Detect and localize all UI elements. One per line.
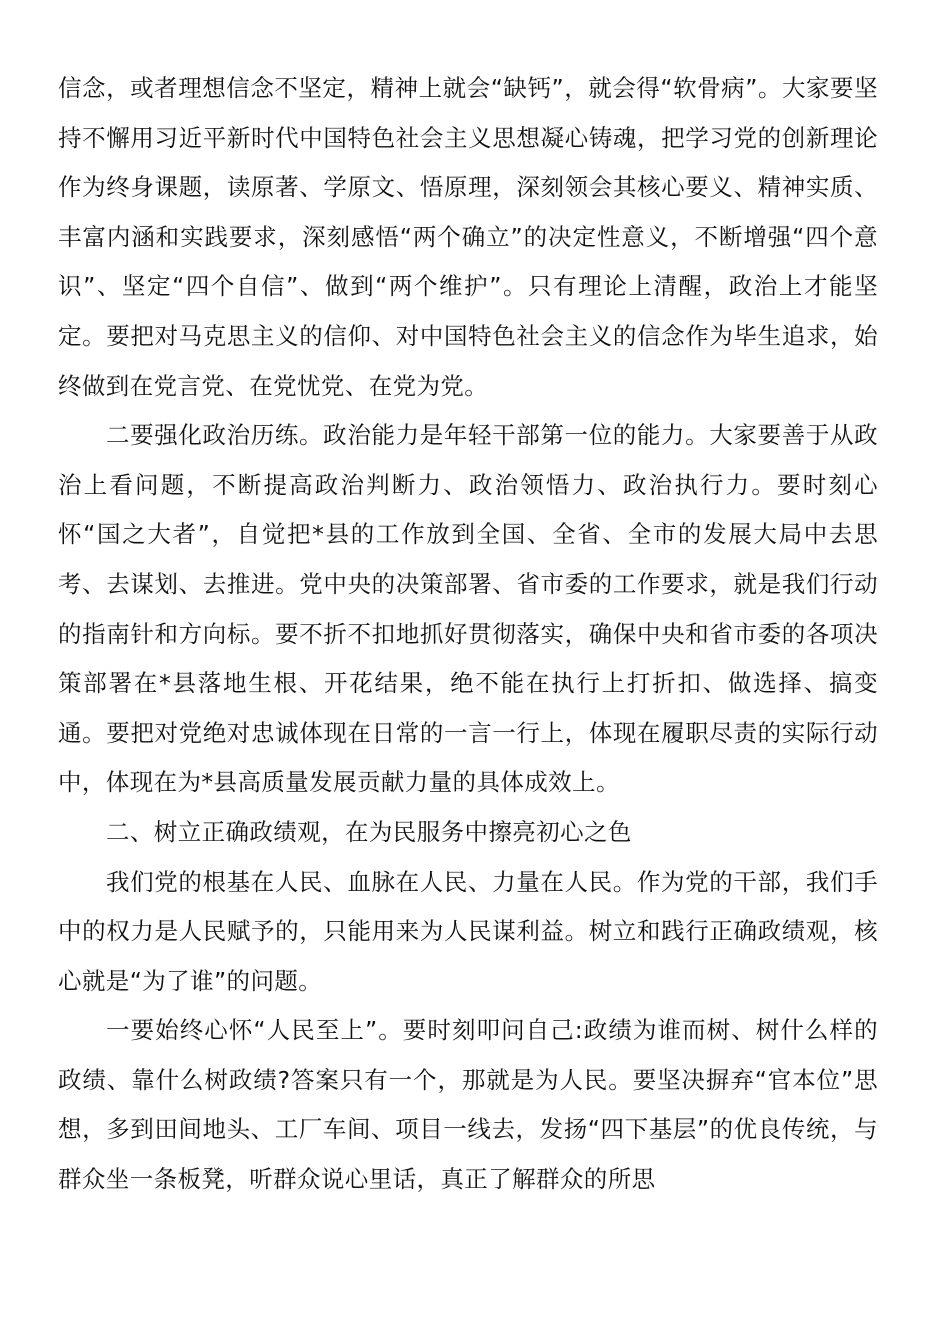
paragraph-theory-faith: 信念，或者理想信念不坚定，精神上就会“缺钙”，就会得“软骨病”。大家要坚持不懈用习近平新时代中国特色社会主义思想凝心铸魂，把学习党的创新理论作为终身课题，读原著、学原文、悟原理，深刻领会其核心要义、精神实质、丰富内涵和实践要求，深刻感悟“两个确立”的决定性意义，不断增强“四个意识”、坚定“四个自信”、做到“两个维护”。只有理论上清醒，政治上才能坚定。要把对马克思主义的信仰、对中国特色社会主义的信念作为毕生追求，始终做到在党言党、在党忧党、在党为党。: [58, 74, 878, 400]
paragraph-political-training: 二要强化政治历练。政治能力是年轻干部第一位的能力。大家要善于从政治上看问题，不断提高政治判断力、政治领悟力、政治执行力。要时刻心怀“国之大者”，自觉把*县的工作放到全国、全省、全市的发展大局中去思考、去谋划、去推进。党中央的决策部署、省市委的工作要求，就是我们行动的指南针和方向标。要不折不扣地抓好贯彻落实，确保中央和省市委的各项决策部署在*县落地生根、开花结果，绝不能在执行上打折扣、做选择、搞变通。要把对党绝对忠诚体现在日常的一言一行上，体现在履职尽责的实际行动中，体现在为*县高质量发展贡献力量的具体成效上。: [58, 421, 878, 797]
section-heading-performance-view: 二、树立正确政绩观，在为民服务中擦亮初心之色: [106, 817, 632, 846]
paragraph-people-foundation: 我们党的根基在人民、血脉在人民、力量在人民。作为党的干部，我们手中的权力是人民赋予的，只能用来为人民谋利益。树立和践行正确政绩观，核心就是“为了谁”的问题。: [58, 867, 878, 995]
paragraph-people-first: 一要始终心怀“人民至上”。要时刻叩问自己:政绩为谁而树、树什么样的政绩、靠什么树政绩?答案只有一个，那就是为人民。要坚决摒弃“官本位”思想，多到田间地头、工厂车间、项目一线去，发扬“四下基层”的优良传统，与群众坐一条板凳，听群众说心里话，真正了解群众的所思: [58, 1016, 878, 1194]
document-page: [58, 64, 878, 1205]
